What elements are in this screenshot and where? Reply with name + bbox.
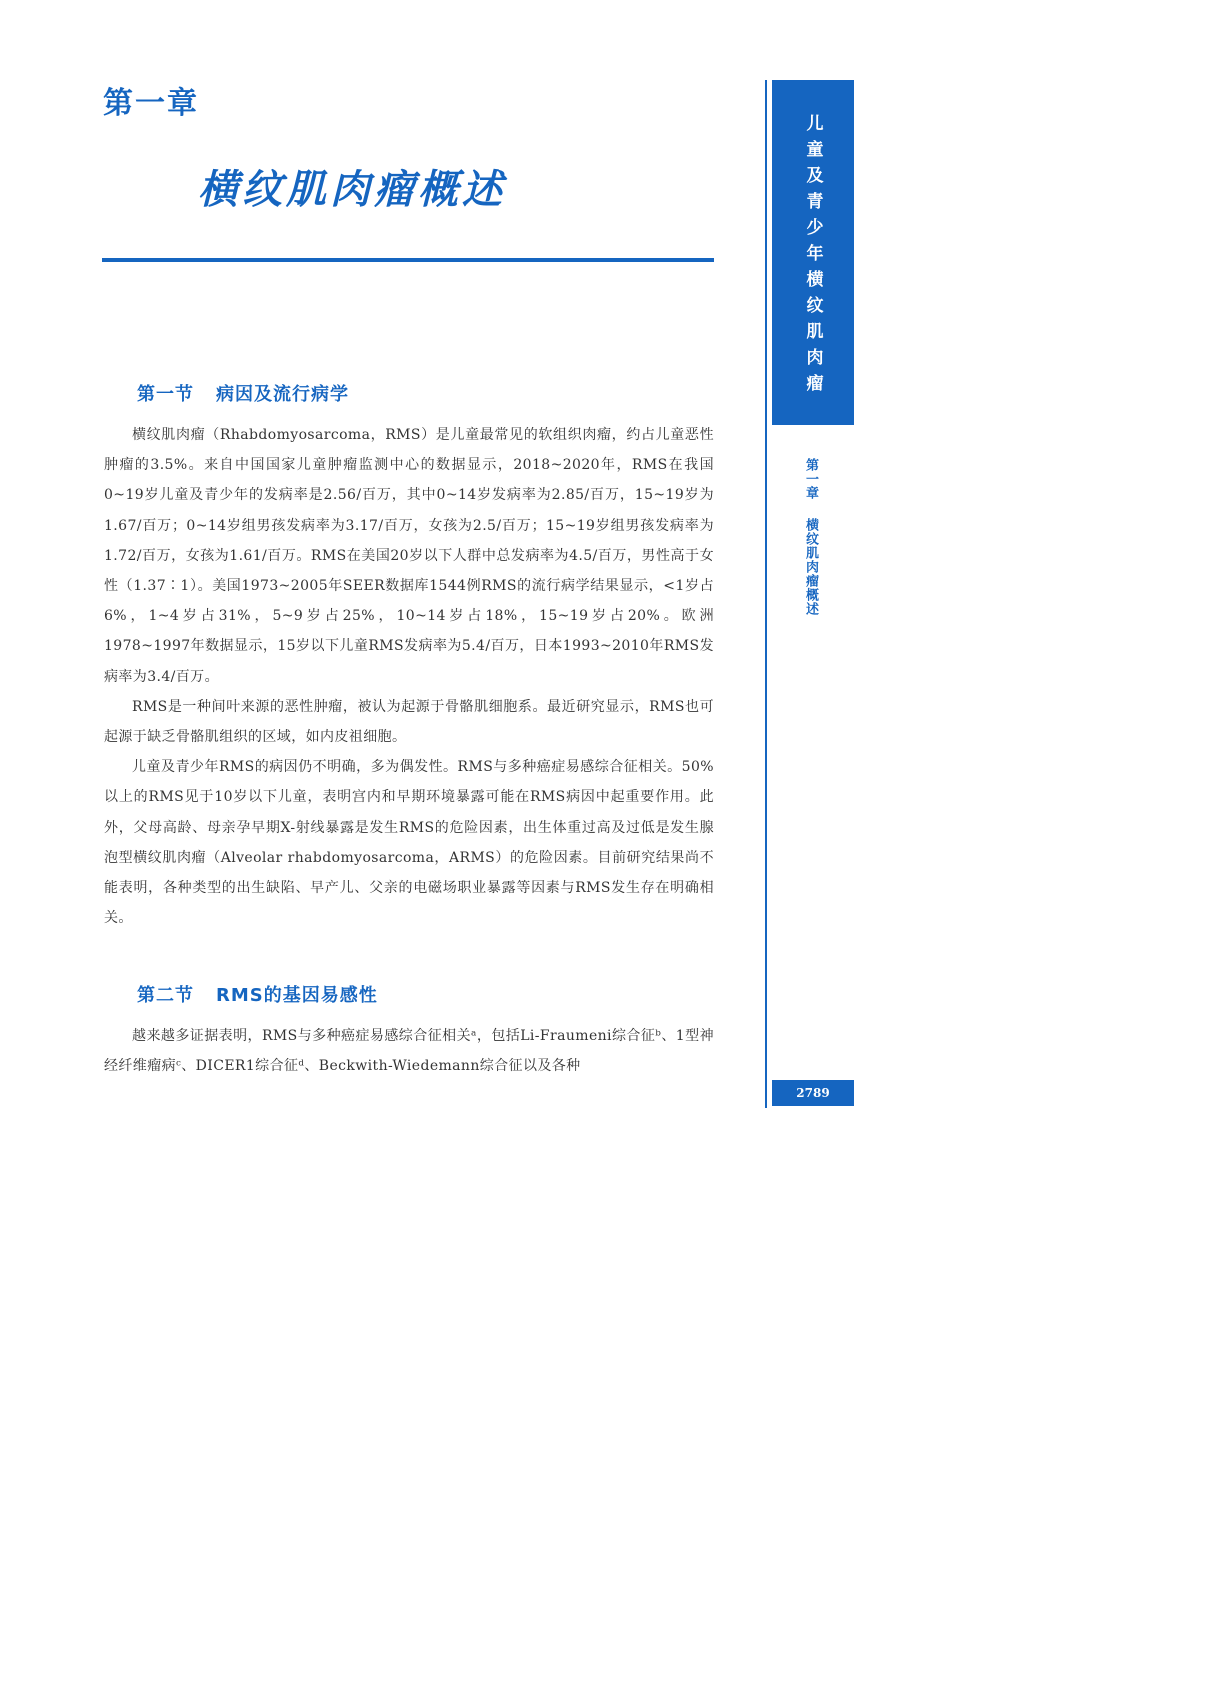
section-1-body <box>104 420 714 933</box>
paragraph: 儿童及青少年RMS的病因仍不明确，多为偶发性。RMS与多种癌症易感综合征相关。50%以上的RMS见于10岁以下儿童，表明宫内和早期环境暴露可能在RMS病因中起重要作用。此外，父母高龄、母亲孕早期X-射线暴露是发生RMS的危险因素，出生体重过高及过低是发生腺泡型横纹肌肉瘤（Alveolar rhabdomyosarcoma，ARMS）的危险因素。目前研究结果尚不能表明，各种类型的出生缺陷、早产儿、父亲的电磁场职业暴露等因素与RMS发生存在明确相关。 <box>104 759 714 927</box>
chapter-title: 横纹肌肉瘤概述 <box>198 167 506 213</box>
paragraph: 横纹肌肉瘤（Rhabdomyosarcoma，RMS）是儿童最常见的软组织肉瘤，约占儿童恶性肿瘤的3.5%。来自中国国家儿童肿瘤监测中心的数据显示，2018~2020年，RMS在我国0~19岁儿童及青少年的发病率是2.56/百万，其中0~14岁发病率为2.85/百万，15~19岁为1.67/百万；0~14岁组男孩发病率为3.17/百万，女孩为2.5/百万；15~19岁组男孩发病率为1.72/百万，女孩为1.61/百万。RMS在美国20岁以下人群中总发病率为4.5/百万，男性高于女性（1.37∶1）。美国1973~2005年SEER数据库1544例RMS的流行病学结果显示，<1岁占6%，1~4岁占31%，5~9岁占25%，10~14岁占18%，15~19岁占20%。欧洲1978~1997年数据显示，15岁以下儿童RMS发病率为5.4/百万，日本1993~2010年RMS发病率为3.4/百万。 <box>104 427 714 685</box>
side-chapter-number: 第一章 <box>803 458 818 500</box>
paragraph: 越来越多证据表明，RMS与多种癌症易感综合征相关ᵃ，包括Li-Fraumeni综合征ᵇ、1型神经纤维瘤病ᶜ、DICER1综合征ᵈ、Beckwith-Wiedemann综合征以及各种 <box>104 1028 714 1075</box>
section-heading-2 <box>137 981 378 1007</box>
section-2-body <box>104 1021 714 1081</box>
title-divider <box>102 258 714 262</box>
section-heading-1 <box>137 380 349 406</box>
paragraph: RMS是一种间叶来源的恶性肿瘤，被认为起源于骨骼肌细胞系。最近研究显示，RMS也可起源于缺乏骨骼肌组织的区域，如内皮祖细胞。 <box>104 698 714 746</box>
side-tab-book-title: 儿童及青少年横纹肌肉瘤 <box>772 80 854 425</box>
section-number: 第二节 <box>137 985 194 1006</box>
page-number: 2789 <box>772 1080 854 1106</box>
section-number: 第一节 <box>137 384 194 405</box>
section-title: 病因及流行病学 <box>216 384 349 405</box>
side-chapter-label <box>797 458 823 658</box>
side-chapter-title: 横纹肌肉瘤概述 <box>803 518 818 616</box>
margin-rule <box>765 80 767 1108</box>
section-title: RMS的基因易感性 <box>216 985 378 1006</box>
chapter-label: 第一章 <box>103 86 199 121</box>
